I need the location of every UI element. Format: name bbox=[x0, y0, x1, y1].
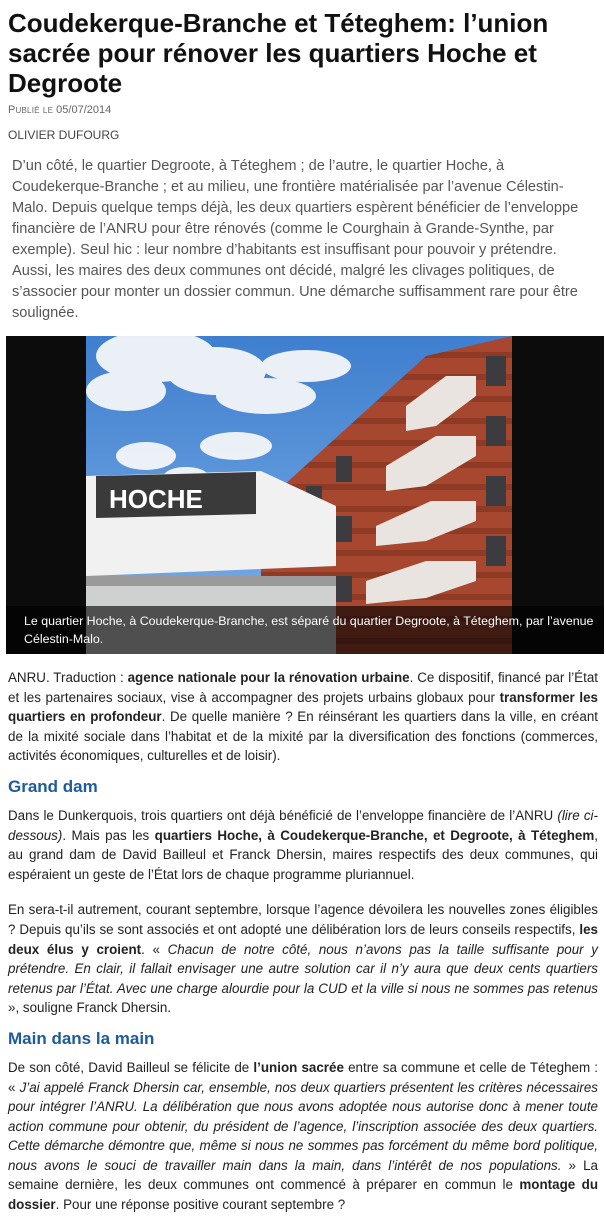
bold-text: montage du dossier bbox=[8, 1177, 599, 1213]
text: , au grand dam de David Bailleul et Franck Dhersin, maires respectifs des deux communes, qui espéraient un geste de l’État lors de chaque programme pluriannuel. bbox=[8, 827, 598, 882]
italic-text: (lire ci-dessous) bbox=[8, 807, 598, 843]
paragraph bbox=[8, 900, 598, 1018]
sign-text: HOCHE bbox=[109, 484, 203, 514]
text: . Mais pas les bbox=[62, 827, 155, 843]
bold-text: quartiers Hoche, à Coudekerque-Branche, et Degroote, à Téteghem bbox=[154, 827, 595, 843]
article-title: Coudekerque-Branche et Téteghem: l’union sacrée pour rénover les quartiers Hoche et Degroote bbox=[8, 8, 549, 98]
paragraph bbox=[8, 806, 598, 884]
published-label: Publié le bbox=[8, 104, 54, 116]
text: De son côté, David Bailleul se félicite de bbox=[8, 1059, 254, 1075]
text: . De quelle manière ? En réinsérant les quartiers dans la ville, en créant de la mixité sociale dans l’habitat et de la mixité par la diversification des fonctions (commerces, activités économiques, culturelles et de loisir). bbox=[8, 709, 598, 764]
publish-meta bbox=[8, 104, 598, 116]
text: ANRU. Traduction : bbox=[8, 670, 128, 685]
paragraph bbox=[8, 1058, 598, 1215]
italic-text: Chacun de notre côté, nous n’avons pas la taille suffisante pour y prétendre. En clair, il fallait envisager une autre solution car il n’y aura que deux cents quartiers retenus par l’État. Avec une charge alourdie pour la CUD et la ville si nous ne sommes pas retenus bbox=[8, 941, 598, 996]
paragraph bbox=[8, 668, 598, 766]
section-title-main-dans-la-main: Main dans la main bbox=[8, 1028, 155, 1048]
text: . Ce dispositif, financé par l’État et les partenaires sociaux, vise à accompagner des projets urbains globaux pour bbox=[8, 670, 599, 705]
text: . « bbox=[141, 941, 168, 957]
text: », souligne Franck Dhersin. bbox=[8, 1000, 171, 1016]
article-photo[interactable] bbox=[6, 336, 604, 654]
article-body bbox=[8, 668, 598, 1215]
text: En sera-t-il autrement, courant septembre, lorsque l’agence dévoilera les nouvelles zones éligibles ? Depuis qu’ils se sont associés et ont adopté une délibération lors de leurs conseils respectifs, bbox=[8, 902, 598, 937]
text: . Pour une réponse positive courant septembre ? bbox=[55, 1197, 346, 1213]
bold-text: les deux élus y croient bbox=[8, 921, 598, 957]
article-lead: D’un côté, le quartier Degroote, à Téteghem ; de l’autre, le quartier Hoche, à Coudekerque-Branche ; et au milieu, une frontière matérialisée par l’avenue Célestin-Malo. Depuis quelque temps déjà, les deux quartiers espèrent bénéficier de l’enveloppe financière de l’ANRU pour être rénovés (comme le Courghain à Grande-Synthe, par exemple). Seul hic : leur nombre d’habitants est insuffisant pour pouvoir y prétendre. Aussi, les maires des deux communes ont décidé, malgré les clivages politiques, de s’associer pour monter un dossier commun. Une démarche suffisamment rare pour être soulignée. bbox=[12, 158, 579, 321]
text: Dans le Dunkerquois, trois quartiers ont déjà bénéficié de l’enveloppe financière de l’ANRU bbox=[8, 807, 558, 823]
photo-caption: Le quartier Hoche, à Coudekerque-Branche, est séparé du quartier Degroote, à Téteghem, par l’avenue Célestin-Malo. bbox=[6, 606, 604, 654]
bold-text: l’union sacrée bbox=[253, 1059, 344, 1075]
italic-text: J’ai appelé Franck Dhersin car, ensemble, nos deux quartiers présentent les critères nécessaires pour intégrer l’ANRU. La délibération que nous avons adoptée nous autorise donc à mener toute action commune pour obtenir, du président de l’agence, l’inscription associée des deux quartiers. Cette démarche démontre que, même si nous ne sommes pas forcément du même bord politique, nous avons le souci de travailler main dans la main, dans l’intérêt de nos populations. bbox=[8, 1079, 598, 1173]
author-name[interactable]: OLIVIER DUFOURG bbox=[8, 128, 120, 142]
text: » La semaine dernière, les deux communes ont commencé à préparer en commun le bbox=[8, 1157, 598, 1193]
bold-text: transformer les quartiers en profondeur bbox=[8, 689, 598, 725]
text: entre sa commune et celle de Téteghem : « bbox=[8, 1059, 599, 1095]
article bbox=[0, 8, 606, 1215]
published-date: 05/07/2014 bbox=[56, 104, 112, 116]
bold-text: agence nationale pour la rénovation urbaine bbox=[127, 670, 410, 685]
section-title-grand-dam: Grand dam bbox=[8, 776, 98, 796]
